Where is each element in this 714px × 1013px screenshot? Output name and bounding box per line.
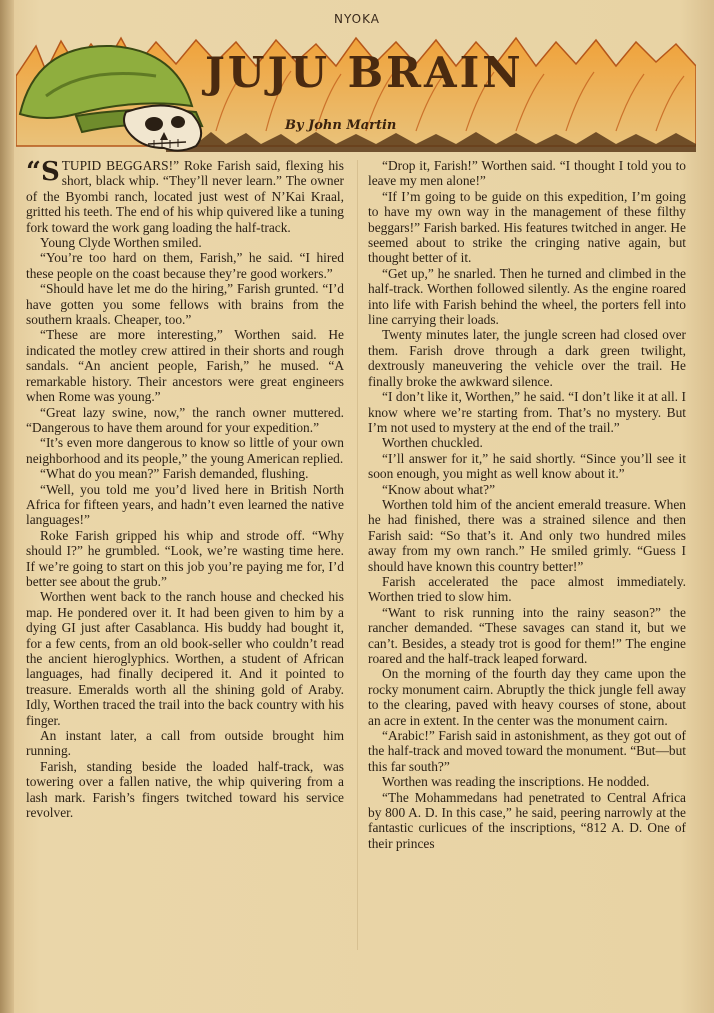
paragraph-text: An instant later, a call from outside brought him running. <box>26 728 344 759</box>
paragraph-text: “Great lazy swine, now,” the ranch owner muttered. “Dangerous to have them around for your expedition.” <box>26 404 344 435</box>
paragraph <box>26 435 344 466</box>
paragraph <box>26 250 344 281</box>
page-gutter <box>0 0 14 1013</box>
paragraph <box>26 158 344 235</box>
paragraph <box>368 327 686 389</box>
paragraph-text: “Well, you told me you’d lived here in British North Africa for fifteen years, and hadn’t even learned the native languages!” <box>26 481 344 528</box>
paragraph-text: Worthen was reading the inscriptions. He nodded. <box>382 774 650 790</box>
paragraph-text: “Should have let me do the hiring,” Farish grunted. “I’d have gotten you some fellows with brains from the southern kraals. Cheaper, too.” <box>26 281 344 328</box>
paragraph <box>368 574 686 605</box>
paragraph <box>26 405 344 436</box>
paragraph <box>368 728 686 774</box>
paragraph <box>26 528 344 590</box>
paragraph-text: TUPID BEGGARS!” Roke Farish said, flexing his short, black whip. “They’ll never learn.” The owner of the Byombi ranch, located just west of N’Kai Kraal, gritted his teeth. The end of his whip quivered like a tuning fork toward the work gang loading the half-track. <box>26 158 344 235</box>
paragraph-text: “I’ll answer for it,” he said shortly. “Since you’ll see it soon enough, you might as well know about it.” <box>368 450 686 482</box>
paragraph <box>368 435 686 450</box>
running-header: NYOKA <box>334 12 380 26</box>
paragraph <box>368 790 686 852</box>
story-body <box>26 158 686 958</box>
paragraph <box>26 235 344 250</box>
paragraph-text: “Know about what?” <box>382 481 496 497</box>
paragraph-text: Twenty minutes later, the jungle screen had closed over them. Farish drove through a dark green twilight, dextrously maneuvering the vehicle over the trail. He finally broke the awkward silence. <box>368 327 686 389</box>
drop-cap: “S <box>26 157 60 187</box>
paragraph-text: Worthen told him of the ancient emerald treasure. When he had finished, there was a strained silence and then Farish said: “So that’s it. And only two hundred miles away from my own ranch.” He smiled grimly. “Guess I should have known this country better!” <box>368 496 686 574</box>
paragraph-text: “Drop it, Farish!” Worthen said. “I thought I told you to leave my men alone!” <box>368 158 686 189</box>
paragraph <box>26 281 344 327</box>
paragraph <box>26 759 344 821</box>
paragraph-text: “If I’m going to be guide on this expedition, I’m going to have my own way in the management of these filthy beggars!” Farish barked. His features twitched in anger. He seemed about to strike the cringing native again, but thought better of it. <box>368 188 686 266</box>
paragraph-text: “You’re too hard on them, Farish,” he said. “I hired these people on the coast because they’re good workers.” <box>26 250 344 281</box>
paragraph-text: Roke Farish gripped his whip and strode off. “Why should I?” he grumbled. “Look, we’re wasting time here. If we’re going to start on this job you’re paying me for, I’d better see about the grub.” <box>26 527 344 589</box>
paragraph <box>26 728 344 759</box>
paragraph <box>368 266 686 328</box>
paragraph-text: “It’s even more dangerous to know so little of your own neighborhood and its people,” the young American replied. <box>26 435 344 466</box>
paragraph-text: Worthen chuckled. <box>382 435 483 451</box>
column-right <box>368 158 686 958</box>
story-title: JUJU BRAIN <box>205 48 524 97</box>
column-left <box>26 158 344 958</box>
paragraph <box>368 774 686 789</box>
paragraph <box>26 482 344 528</box>
paragraph-text: “Want to risk running into the rainy season?” the rancher demanded. “These savages can stand it, but we can’t. Besides, a steady trot is good for them!” The engine roared and the half-track leaped forward. <box>368 604 686 666</box>
paragraph-text: On the morning of the fourth day they came upon the rocky monument cairn. Abruptly the thick jungle fell away to the clearing, paved with heavy courses of stone, about an acre in extent. In the center was the monument cairn. <box>368 666 686 728</box>
paragraph-text: Worthen went back to the ranch house and checked his map. He pondered over it. It had been given to him by a dying GI just after Casablanca. His buddy had bought it, for a few cents, from an old book-seller who couldn’t read the ancient hieroglyphics. Worthen, a student of African languages, had finally decipered it. And it pointed to treasure. Emeralds worth all the shining gold of Araby. Idly, Worthen traced the trail into the back country with his finger. <box>26 589 344 728</box>
paragraph-text: “I don’t like it, Worthen,” he said. “I don’t like it at all. I know where we’re starting from. That’s no mystery. But I’m not used to mystery at the end of the trail.” <box>368 389 686 435</box>
paragraph <box>26 466 344 481</box>
paragraph-text: Young Clyde Worthen smiled. <box>40 235 202 251</box>
paragraph-text: “These are more interesting,” Worthen said. He indicated the motley crew attired in their shorts and rough sandals. “An ancient people, Farish,” he mused. “A remarkable history. Their ancestors were great engineers when Rome was young.” <box>26 327 344 405</box>
paragraph <box>368 605 686 667</box>
paragraph <box>368 451 686 482</box>
paragraph-text: Farish, standing beside the loaded half-track, was towering over a fallen native, the whip quivering from a lash mark. Farish’s fingers twitched toward his service revolver. <box>26 758 344 821</box>
paragraph <box>368 482 686 497</box>
paragraph <box>368 497 686 574</box>
paragraph-text: “Arabic!” Farish said in astonishment, as they got out of the half-track and moved toward the monument. “But—but this far south?” <box>368 728 686 774</box>
paragraph-text: “Get up,” he snarled. Then he turned and climbed in the half-track. Worthen followed silently. As the engine roared into life with Farish behind the wheel, the porters fell into line carrying their loads. <box>368 265 686 328</box>
story-byline: By John Martin <box>285 118 397 133</box>
paragraph <box>368 666 686 728</box>
paragraph-text: Farish accelerated the pace almost immediately. Worthen tried to slow him. <box>368 573 686 605</box>
paragraph <box>26 327 344 404</box>
paragraph <box>368 389 686 435</box>
paragraph-text: “The Mohammedans had penetrated to Central Africa by 800 A. D. In this case,” he said, peering narrowly at the fantastic curlicues of the inscriptions, “812 A. D. One of their princes <box>368 789 686 851</box>
paragraph <box>368 158 686 189</box>
paragraph <box>368 189 686 266</box>
paragraph <box>26 589 344 728</box>
paragraph-text: “What do you mean?” Farish demanded, flushing. <box>40 466 309 482</box>
